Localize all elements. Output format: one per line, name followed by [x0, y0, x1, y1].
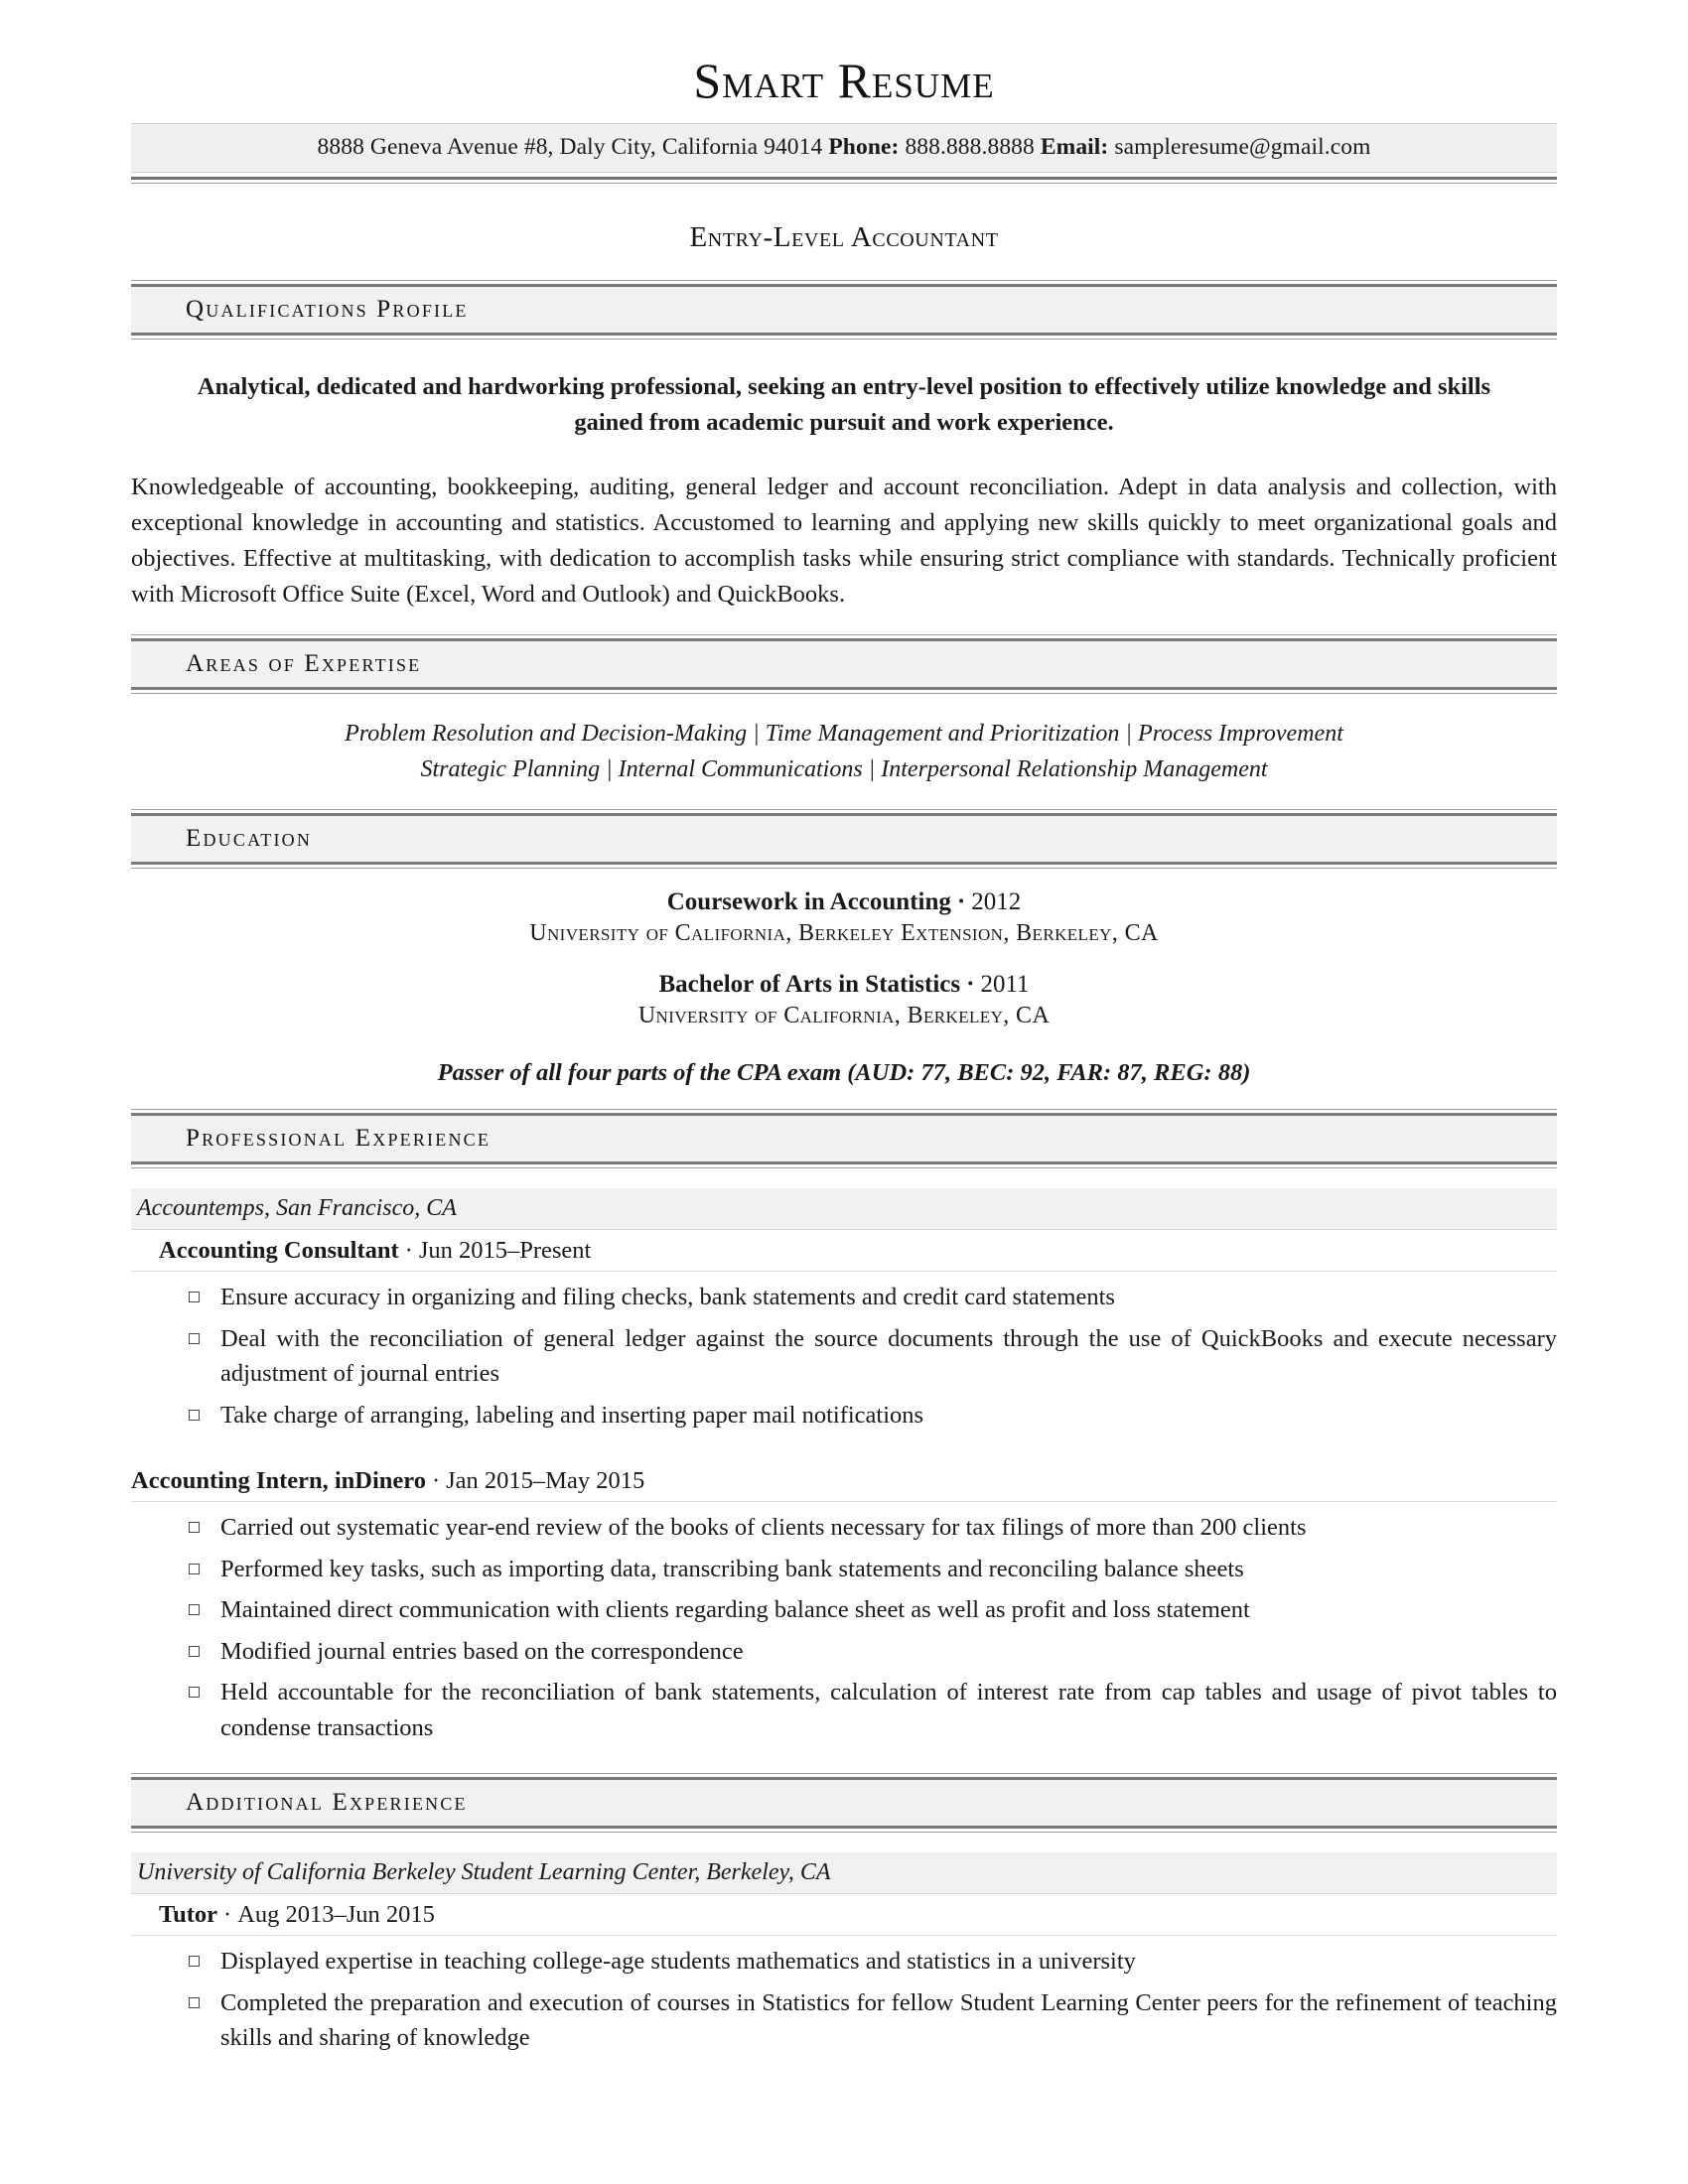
email-label: Email: [1040, 134, 1109, 160]
education-year: 2011 [980, 971, 1030, 999]
employer-name: University of California Berkeley Student Learning Center, Berkeley, CA [131, 1852, 1557, 1894]
resume-job-title: Entry-Level Accountant [689, 221, 999, 253]
section-header [131, 1777, 1557, 1829]
education-entry [131, 888, 1557, 947]
expertise-line-2: Strategic Planning | Internal Communications | Interpersonal Relationship Management [420, 756, 1268, 783]
phone-label: Phone: [828, 134, 900, 160]
list-item: Performed key tasks, such as importing data, transcribing bank statements and reconciling balance sheets [163, 1552, 1557, 1593]
list-item: Take charge of arranging, labeling and inserting paper mail notifications [163, 1398, 1557, 1439]
section-header [131, 638, 1557, 690]
list-item: Carried out systematic year-end review of the books of clients necessary for tax filings of more than 200 clients [163, 1510, 1557, 1552]
job-bullet-list [131, 1944, 1557, 2062]
job-role-line: Accounting Consultant · Jun 2015–Present [131, 1230, 1557, 1272]
list-item: Deal with the reconciliation of general ledger against the source documents through the use of QuickBooks and execute necessary adjustment of journal entries [163, 1321, 1557, 1398]
education-school: University of California, Berkeley, CA [637, 1003, 1051, 1029]
section-header [131, 284, 1557, 336]
expertise-line-1: Problem Resolution and Decision-Making | Time Management and Prioritization | Process Improvement [345, 721, 1343, 748]
education-degree-label: Coursework in Accounting [666, 888, 951, 916]
education-degree-label: Bachelor of Arts in Statistics [658, 971, 961, 999]
education-note: Passer of all four parts of the CPA exam (AUD: 77, BEC: 92, FAR: 87, REG: 88) [437, 1059, 1251, 1087]
job-dates: Jan 2015–May 2015 [446, 1467, 645, 1495]
list-item: Held accountable for the reconciliation of bank statements, calculation of interest rate from cap tables and usage of pivot tables to condense transactions [163, 1675, 1557, 1751]
education-degree: Bachelor of Arts in Statistics · 2011 [658, 971, 1030, 999]
contact-address: 8888 Geneva Avenue #8, Daly City, California 94014 [317, 134, 823, 160]
section-title: Additional Experience [186, 1789, 468, 1817]
section-title: Professional Experience [186, 1125, 492, 1153]
section-header [131, 1113, 1557, 1164]
header-divider [131, 177, 1557, 184]
section-header [131, 813, 1557, 865]
education-year: 2012 [971, 888, 1022, 916]
section-areas-of-expertise [131, 638, 1557, 787]
job-role: Accounting Intern, inDinero [131, 1467, 426, 1495]
list-item: Ensure accuracy in organizing and filing checks, bank statements and credit card statements [163, 1280, 1557, 1321]
job-role: Tutor [159, 1901, 218, 1929]
section-education [131, 813, 1557, 1087]
expertise-list [191, 716, 1497, 787]
employer-name: Accountemps, San Francisco, CA [131, 1188, 1557, 1230]
qualifications-body: Knowledgeable of accounting, bookkeeping, auditing, general ledger and account reconciliation. Adept in data analysis and collection, with exceptional knowledge in accounting and statistics. Accustomed to learning and applying new skills quickly to meet organizational goals and objectives. Effective at multitasking, with dedication to accomplish tasks while ensuring strict compliance with standards. Technically proficient with Microsoft Office Suite (Excel, Word and Outlook) and QuickBooks. [131, 474, 1557, 609]
section-title: Areas of Expertise [186, 650, 422, 678]
job-bullet-list [131, 1510, 1557, 1751]
job-role: Accounting Consultant [159, 1237, 399, 1265]
education-entry [131, 971, 1557, 1029]
list-item: Displayed expertise in teaching college-age students mathematics and statistics in a university [163, 1944, 1557, 1985]
qualifications-lead: Analytical, dedicated and hardworking professional, seeking an entry-level position to effectively utilize knowledge and skills gained from academic pursuit and work experience. [197, 373, 1491, 436]
job-role-line: Tutor · Aug 2013–Jun 2015 [131, 1894, 1557, 1936]
contact-email[interactable]: sampleresume@gmail.com [1114, 134, 1371, 160]
education-school: University of California, Berkeley Extension, Berkeley, CA [529, 920, 1159, 947]
section-title: Qualifications Profile [186, 296, 469, 323]
job-bullet-list [131, 1280, 1557, 1438]
section-title: Education [186, 825, 313, 853]
job-dates: Aug 2013–Jun 2015 [237, 1901, 435, 1929]
page-title: Smart Resume [693, 53, 995, 108]
job-role-line: Accounting Intern, inDinero · Jan 2015–May 2015 [131, 1460, 1557, 1502]
list-item: Completed the preparation and execution of courses in Statistics for fellow Student Learning Center peers for the refinement of teaching skills and sharing of knowledge [163, 1985, 1557, 2062]
section-qualifications-profile [131, 284, 1557, 613]
list-item: Maintained direct communication with clients regarding balance sheet as well as profit and loss statement [163, 1592, 1557, 1634]
job-dates: Jun 2015–Present [418, 1237, 592, 1265]
section-professional-experience [131, 1113, 1557, 1751]
contact-phone: 888.888.8888 [905, 134, 1035, 160]
section-additional-experience [131, 1777, 1557, 2062]
list-item: Modified journal entries based on the correspondence [163, 1634, 1557, 1676]
contact-bar [131, 123, 1557, 173]
education-degree: Coursework in Accounting · 2012 [666, 888, 1022, 916]
